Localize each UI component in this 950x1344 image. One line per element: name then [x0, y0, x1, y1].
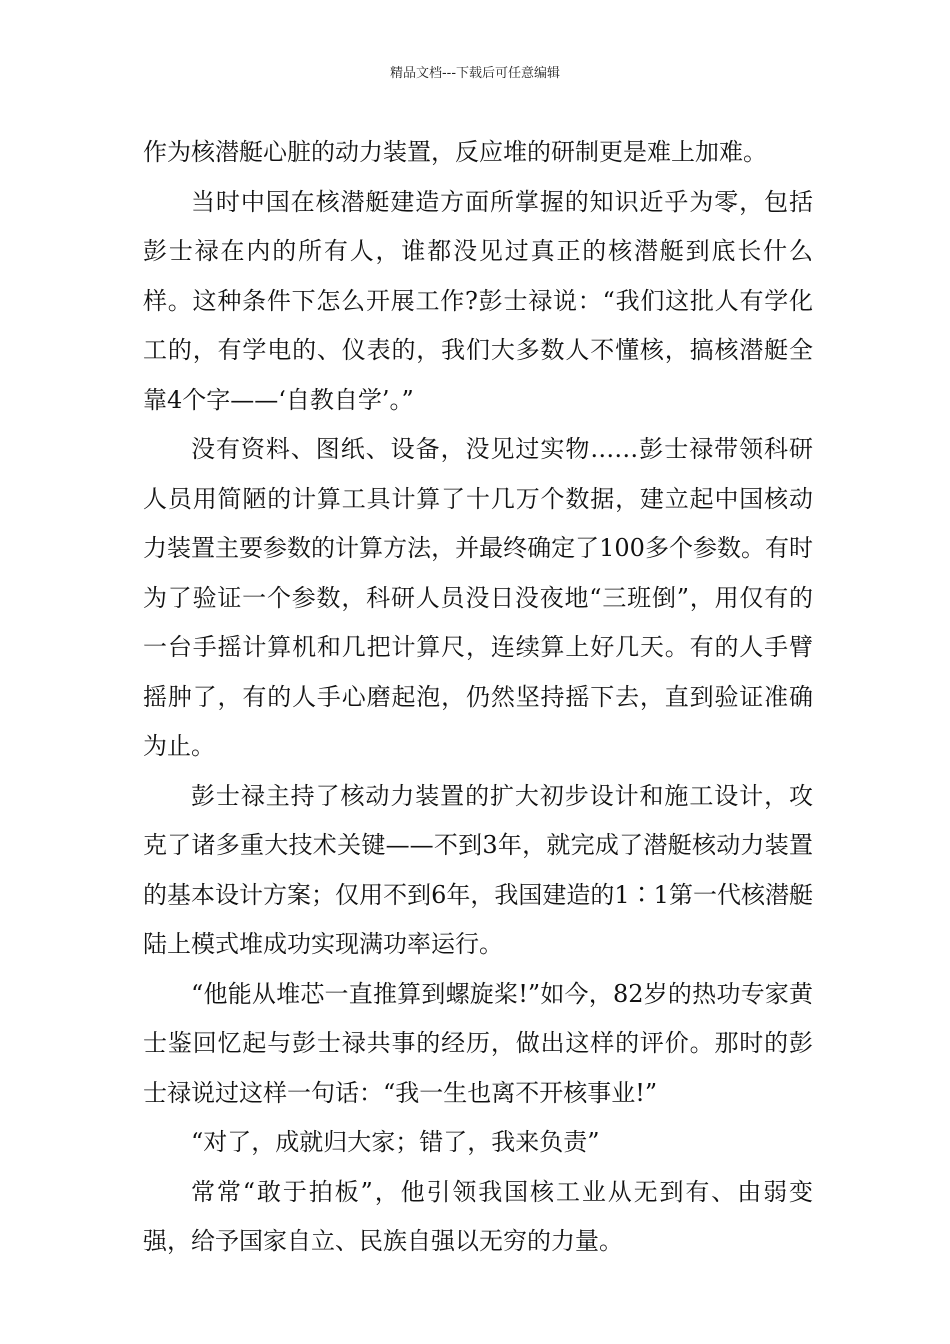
- paragraph-6: 常常“敢于拍板”，他引领我国核工业从无到有、由弱变强，给予国家自立、民族自强以无穷的力量。: [143, 1177, 813, 1255]
- paragraph-3: 没有资料、图纸、设备，没见过实物……彭士禄带领科研人员用简陋的计算工具计算了十几万个数据，建立起中国核动力装置主要参数的计算方法，并最终确定了100多个参数。有时为了验证一个参数，科研人员没日没夜地“三班倒”，用仅有的一台手摇计算机和几把计算尺，连续算上好几天。有的人手臂摇肿了，有的人手心磨起泡，仍然坚持摇下去，直到验证准确为止。: [143, 435, 813, 760]
- paragraph-1: 作为核潜艇心脏的动力装置，反应堆的研制更是难上加难。: [143, 138, 767, 166]
- page-header: 精品文档---下载后可任意编辑: [389, 66, 561, 81]
- paragraph-4: 彭士禄主持了核动力装置的扩大初步设计和施工设计，攻克了诸多重大技术关键——不到3年，就完成了潜艇核动力装置的基本设计方案；仅用不到6年，我国建造的1∶1第一代核潜艇陆上模式堆成功实现满功率运行。: [143, 781, 813, 958]
- section-subheading: “对了，成就归大家；错了，我来负责”: [191, 1128, 600, 1156]
- paragraph-2: 当时中国在核潜艇建造方面所掌握的知识近乎为零，包括彭士禄在内的所有人，谁都没见过真正的核潜艇到底长什么样。这种条件下怎么开展工作?彭士禄说：“我们这批人有学化工的，有学电的、仪表的，我们大多数人不懂核，搞核潜艇全靠4个字——‘自教自学’。”: [143, 187, 813, 414]
- article-body: [143, 128, 813, 1267]
- paragraph-5: “他能从堆芯一直推算到螺旋桨!”如今，82岁的热功专家黄士鉴回忆起与彭士禄共事的经历，做出这样的评价。那时的彭士禄说过这样一句话：“我一生也离不开核事业!”: [143, 979, 813, 1107]
